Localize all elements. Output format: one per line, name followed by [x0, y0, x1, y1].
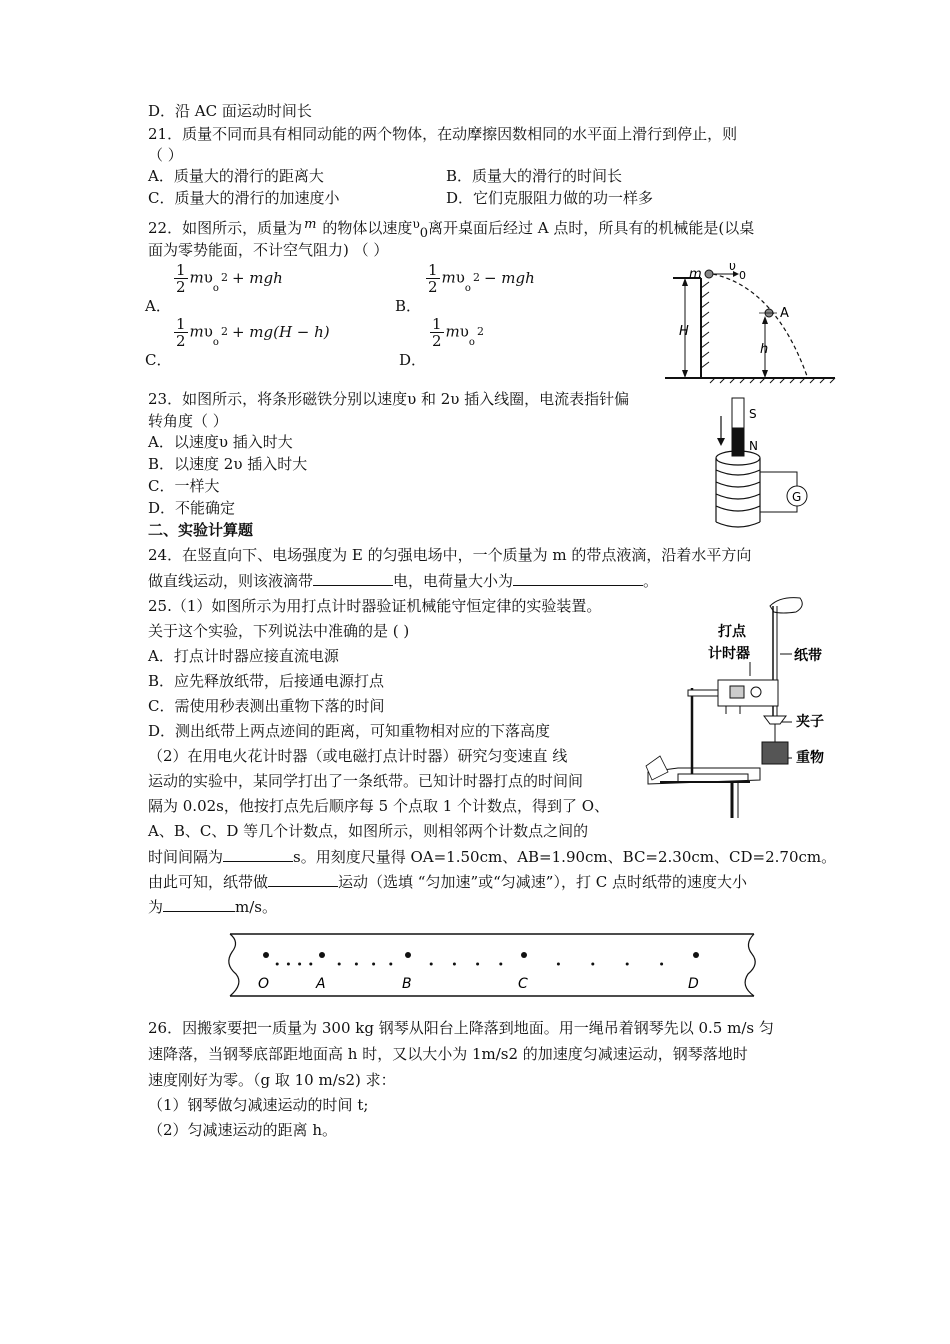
half-fraction: $\frac{1}{2}$	[176, 315, 186, 350]
fig-label-h: h	[760, 342, 769, 357]
q24-line2-part-b: 电，电荷量大小为	[393, 572, 514, 590]
q23-option-c: C．一样大	[148, 477, 220, 495]
q23-stem-line1: 23．如图所示，将条形磁铁分别以速度υ 和 2υ 插入线圈，电流表指针偏	[148, 390, 630, 408]
q25-p1-line1: 25.（1）如图所示为用打点计时器验证机械能守恒定律的实验装置。	[148, 597, 602, 615]
q22-option-d-formula: $\frac{1}{2}$ $m\upsilon_o2$	[432, 315, 484, 350]
q22-label-c: C．	[145, 351, 172, 369]
tape-dot	[287, 963, 290, 966]
tape-dot	[372, 963, 375, 966]
tape-dot	[430, 963, 433, 966]
q22-label-d: D．	[399, 351, 427, 369]
q25-p2-line6-part-a: 由此可知，纸带做	[148, 873, 269, 891]
q21-option-a: A．质量大的滑行的距离大	[148, 167, 324, 185]
answer-blank[interactable]	[513, 570, 643, 586]
q22-stem-part-b: 的物体以速度	[322, 219, 413, 237]
q21-stem-line1: 21．质量不同而具有相同动能的两个物体，在动摩擦因数相同的水平面上滑行到停止，则	[148, 125, 738, 143]
fig-label-tape: 纸带	[794, 648, 822, 664]
q22-stem-line1	[148, 218, 754, 240]
q22-var-m: m	[304, 217, 317, 232]
magnet-s-pole	[732, 398, 744, 428]
tape-dot	[355, 963, 358, 966]
count-point-dot	[319, 952, 325, 958]
q22-option-c-formula: $\frac{1}{2}$ $m\upsilon_o2 + mg(H - h)$	[176, 315, 330, 350]
count-point-dot	[521, 952, 527, 958]
projectile-figure	[665, 258, 845, 388]
q26-line3: 速度刚好为零。（g 取 10 m/s2) 求：	[148, 1071, 396, 1089]
q21-option-c: C．质量大的滑行的加速度小	[148, 189, 340, 207]
q25-p2-line6	[148, 871, 747, 892]
tape-label-a: A	[316, 976, 326, 992]
paper-tape-figure	[222, 930, 756, 1004]
trajectory-path	[713, 274, 807, 376]
tape-dot	[476, 963, 479, 966]
q22-stem-part-c: 离开桌面后经过 A 点时，所具有的机械能是(以桌	[428, 219, 755, 237]
tape-dot	[626, 963, 629, 966]
answer-blank[interactable]	[313, 570, 393, 586]
q22-stem-part-a: 22．如图所示，质量为	[148, 219, 303, 237]
tape-label-d: D	[688, 976, 699, 992]
hand	[770, 598, 802, 613]
ticker-timer	[718, 680, 778, 706]
q25-p2-line7-part-b: m/s。	[235, 898, 277, 916]
q25-p2-line7	[148, 896, 277, 917]
q25-p2-line7-part-a: 为	[148, 898, 164, 916]
half-fraction: $\frac{1}{2}$	[432, 315, 442, 350]
q25-option-d: D．测出纸带上两点迹间的距离，可知重物相对应的下落高度	[148, 722, 551, 740]
q26-line1: 26．因搬家要把一质量为 300 kg 钢琴从阳台上降落到地面。用一绳吊着钢琴先以 0.5 m/s 匀	[148, 1019, 774, 1037]
tape-dot	[338, 963, 341, 966]
q25-option-b: B．应先释放纸带，后接通电源打点	[148, 672, 385, 690]
magnet-n-pole	[732, 428, 744, 456]
half-fraction: $\frac{1}{2}$	[176, 261, 186, 296]
q22-var-v0: υ	[412, 217, 420, 231]
answer-blank[interactable]	[268, 871, 338, 887]
q25-p2-line2: 运动的实验中，某同学打出了一条纸带。已知计时器打点的时间间	[148, 772, 584, 790]
q21-option-b: B．质量大的滑行的时间长	[446, 167, 623, 185]
q26-line2: 速降落，当钢琴底部距地面高 h 时，又以大小为 1m/s2 的加速度匀减速运动，钢琴落地时	[148, 1045, 748, 1063]
q25-p2-line5-part-b: s。用刻度尺量得 OA=1.50cm、AB=1.90cm、BC=2.30cm、CD=2.70cm。	[293, 848, 837, 866]
fig-label-weight: 重物	[796, 750, 824, 766]
q21-option-d: D．它们克服阻力做的功一样多	[446, 189, 654, 207]
q22-label-b: B．	[395, 297, 422, 315]
q22-sub-0: 0	[419, 226, 429, 241]
q25-p1-line2: 关于这个实验，下列说法中准确的是 ( )	[148, 622, 410, 640]
weight	[762, 742, 788, 764]
fig-label-m: m	[689, 267, 702, 282]
ball-start	[705, 270, 713, 278]
fig-label-G: G	[792, 490, 802, 504]
tape-dot	[557, 963, 560, 966]
count-point-dot	[263, 952, 269, 958]
fig-label-S: S	[749, 407, 757, 421]
q24-line2-part-a: 做直线运动，则该液滴带	[148, 572, 314, 590]
q25-p2-line1: （2）在用电火花计时器（或电磁打点计时器）研究匀变速直 线	[148, 747, 568, 765]
answer-blank[interactable]	[163, 896, 235, 912]
count-point-dot	[693, 952, 699, 958]
tape-label-c: C	[518, 976, 528, 992]
q23-option-a: A．以速度υ 插入时大	[148, 433, 293, 451]
tape-label-b: B	[402, 976, 412, 992]
fig-label-v0: υ	[729, 259, 736, 273]
clip	[764, 716, 786, 724]
q25-option-a: A．打点计时器应接直流电源	[148, 647, 339, 665]
tape-dot	[660, 963, 663, 966]
tape-dot	[389, 963, 392, 966]
tape-dot	[453, 963, 456, 966]
q22-label-a: A．	[145, 297, 171, 315]
coil	[716, 451, 760, 527]
tape-dot	[298, 963, 301, 966]
q22-option-a-formula: $\frac{1}{2}$ $m\upsilon_o2$ + mgh	[176, 261, 283, 296]
tape-dot	[309, 963, 312, 966]
q24-line2-part-c: 。	[643, 572, 659, 590]
tape-dot	[276, 963, 279, 966]
fig-label-timer-2: 计时器	[708, 646, 750, 662]
q26-sub2: （2）匀减速运动的距离 h。	[148, 1121, 337, 1139]
q22-stem-line2: 面为零势能面，不计空气阻力) （ ）	[148, 241, 389, 259]
tape-dots	[263, 952, 699, 966]
tape-dot	[499, 963, 502, 966]
section-title: 二、实验计算题	[148, 521, 254, 539]
q23-stem-line2: 转角度（ ）	[148, 412, 228, 430]
ticker-timer-apparatus	[640, 592, 840, 820]
q25-p2-line3: 隔为 0.02s，他按打点先后顺序每 5 个点取 1 个计数点，得到了 O、	[148, 797, 610, 815]
q21-stem-line2: （ ）	[148, 146, 183, 164]
q20-option-d: D．沿 AC 面运动时间长	[148, 102, 312, 120]
count-point-dot	[405, 952, 411, 958]
q25-p2-line5	[148, 846, 836, 867]
q22-option-b-formula: $\frac{1}{2}$ $m\upsilon_o2$ − mgh	[428, 261, 535, 296]
tape-label-o: O	[258, 976, 270, 992]
q25-p2-line5-part-a: 时间间隔为	[148, 848, 224, 866]
q24-line1: 24．在竖直向下、电场强度为 E 的匀强电场中，一个质量为 m 的带点液滴，沿着水平方向	[148, 546, 752, 564]
half-fraction: $\frac{1}{2}$	[428, 261, 438, 296]
answer-blank[interactable]	[223, 846, 293, 862]
fig-label-A: A	[780, 306, 789, 321]
fig-label-clip: 夹子	[796, 714, 824, 730]
tape-labels	[258, 976, 699, 992]
q25-p2-line6-part-b: 运动（选填 “匀加速”或“匀减速”），打 C 点时纸带的速度大小	[338, 873, 747, 891]
q25-option-c: C．需使用秒表测出重物下落的时间	[148, 697, 385, 715]
fig-label-N: N	[749, 439, 758, 453]
q26-sub1: （1）钢琴做匀减速运动的时间 t;	[148, 1096, 369, 1114]
q23-option-d: D．不能确定	[148, 499, 236, 517]
fig-label-H: H	[679, 324, 689, 339]
tape-dot	[591, 963, 594, 966]
q25-p2-line4: A、B、C、D 等几个计数点，如图所示，则相邻两个计数点之间的	[148, 822, 589, 840]
fig-label-v0-sub: 0	[739, 269, 746, 282]
magnet-coil-figure	[705, 394, 825, 534]
q24-line2	[148, 570, 658, 591]
fig-label-timer-1: 打点	[718, 624, 746, 640]
q23-option-b: B．以速度 2υ 插入时大	[148, 455, 308, 473]
